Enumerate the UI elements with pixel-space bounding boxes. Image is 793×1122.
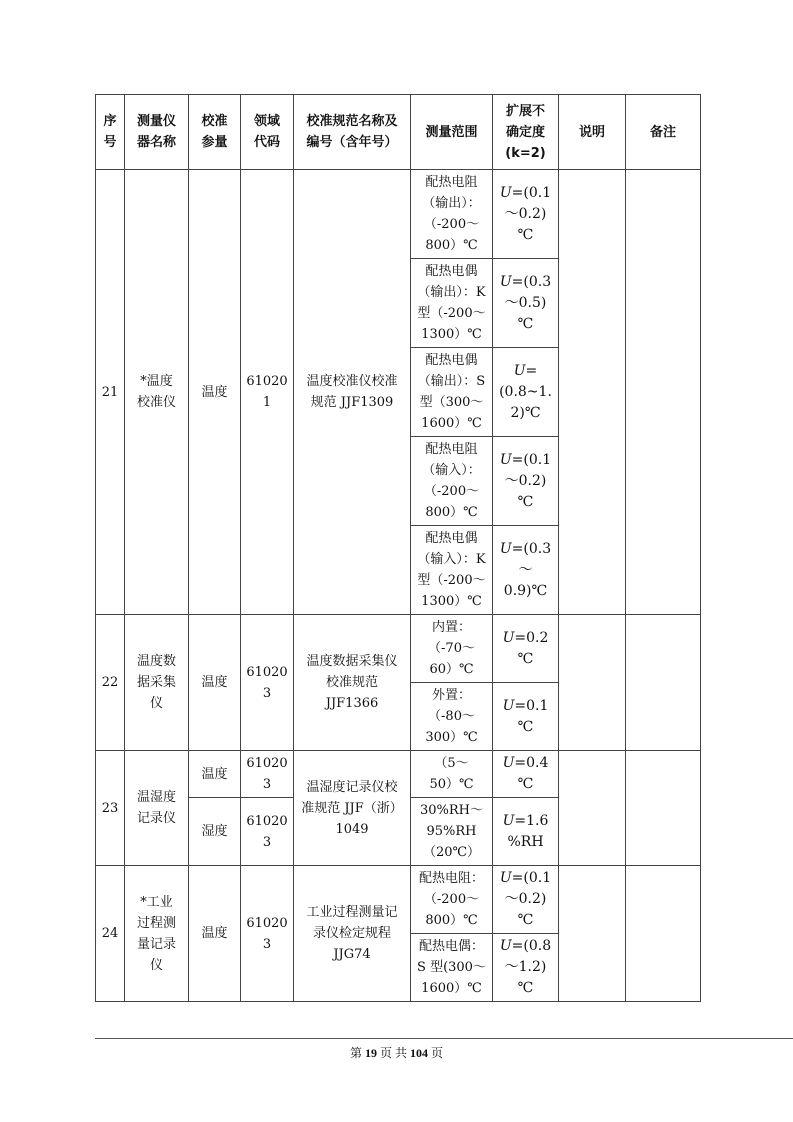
header-line: 校准规范名称及 — [306, 114, 398, 129]
header-code — [241, 95, 294, 170]
uncertainty-line: ～0.2) — [504, 205, 547, 222]
spec-name-line: 温湿度记录仪校 — [306, 779, 398, 795]
uncertainty-cell — [493, 259, 559, 348]
uncertainty-line: =(0.8 — [511, 938, 552, 954]
measurement-range-line: （20℃） — [422, 845, 481, 860]
measurement-range — [411, 615, 493, 683]
measurement-range — [411, 934, 493, 1002]
header-line: 器名称 — [136, 135, 176, 150]
spec-name-line: 准规范 JJF（浙） — [301, 800, 403, 816]
field-code-line: 61020 — [246, 813, 288, 829]
header-line: 领域 — [253, 114, 280, 129]
measurement-range-line: 800）℃ — [425, 913, 478, 928]
uncertainty-cell — [493, 751, 559, 798]
field-code-line: 61020 — [246, 664, 288, 680]
row-index: 21 — [96, 170, 125, 615]
uncertainty-cell — [493, 170, 559, 259]
uncertainty-line: (0.8~1. — [499, 383, 552, 400]
table-body — [96, 170, 701, 1002]
measurement-range — [411, 798, 493, 866]
uncertainty-line: =(0.1 — [511, 870, 552, 886]
table-row — [96, 615, 701, 683]
instrument-name-line: 仪 — [149, 957, 163, 973]
instrument-name-line: *工业 — [140, 894, 173, 910]
footer-prefix: 第 — [349, 1046, 365, 1060]
calibration-table — [95, 94, 701, 1002]
header-line: 测量仪 — [136, 114, 176, 129]
header-remark — [626, 95, 701, 170]
spec-name-line: 规范 JJF1309 — [310, 395, 394, 410]
parameter-cell: 温度 — [189, 751, 241, 798]
instrument-name — [125, 170, 189, 615]
uncertainty-symbol: U — [499, 870, 512, 886]
measurement-range-line: （-200～ — [423, 217, 480, 232]
instrument-name-line: *温度 — [140, 374, 173, 389]
footer-middle: 页 共 — [376, 1046, 410, 1060]
uncertainty-line: =(0.3 — [511, 273, 552, 290]
measurement-range — [411, 526, 493, 615]
instrument-name-line: 温度数 — [136, 654, 176, 669]
uncertainty-line: =(0.1 — [511, 184, 552, 201]
parameter-cell: 温度 — [189, 615, 241, 751]
measurement-range-line: 配热电偶： — [418, 939, 484, 954]
field-code-line: 3 — [262, 777, 272, 792]
measurement-range-line: （-200～ — [423, 892, 480, 907]
instrument-name-line: 记录仪 — [136, 811, 176, 826]
header-range — [411, 95, 493, 170]
footer-rule — [95, 1038, 793, 1039]
row-index: 23 — [96, 751, 125, 866]
parameter-cell: 温度 — [189, 170, 241, 615]
uncertainty-line: ～ — [518, 561, 533, 578]
measurement-range-line: 配热电阻 — [425, 442, 478, 457]
header-line: 测量范围 — [425, 124, 478, 140]
uncertainty-symbol: U — [499, 451, 512, 468]
measurement-range-line: 800）℃ — [425, 238, 478, 253]
uncertainty-line: ℃ — [517, 718, 534, 735]
uncertainty-line: %RH — [507, 833, 544, 850]
field-code-line: 61020 — [246, 374, 288, 389]
measurement-range-line: 内置： — [431, 620, 471, 635]
footer-suffix: 页 — [428, 1046, 444, 1060]
measurement-range-line: 型（-200～ — [417, 573, 486, 588]
measurement-range-line: （输入）： — [422, 463, 481, 478]
measurement-range — [411, 170, 493, 259]
uncertainty-cell — [493, 526, 559, 615]
field-code — [241, 615, 294, 751]
measurement-range-line: 800）℃ — [425, 505, 478, 520]
header-line: 扩展不 — [505, 103, 545, 119]
uncertainty-line: =(0.3 — [511, 540, 552, 557]
uncertainty-cell — [493, 348, 559, 437]
measurement-range-line: 配热电偶 — [425, 531, 478, 546]
header-line: 代码 — [253, 135, 280, 150]
page-footer — [0, 1044, 793, 1061]
uncertainty-cell — [493, 683, 559, 751]
measurement-range-line: 配热电偶 — [425, 264, 478, 279]
measurement-range-line: 配热电阻： — [418, 871, 484, 886]
spec-name-line: 录仪检定规程 — [312, 926, 391, 941]
table-row — [96, 170, 701, 259]
remark-cell — [626, 170, 701, 615]
spec-name-line: 温度数据采集仪 — [306, 654, 398, 669]
uncertainty-line: ℃ — [517, 226, 534, 243]
measurement-range-line: 配热电偶 — [425, 353, 478, 368]
uncertainty-line: ℃ — [517, 776, 534, 792]
instrument-name-line: 据采集 — [136, 675, 176, 690]
uncertainty-symbol: U — [502, 812, 515, 829]
spec-name-line: JJF1366 — [325, 696, 379, 711]
uncertainty-line: ～0.2) — [504, 891, 547, 907]
uncertainty-cell — [493, 615, 559, 683]
spec-name-line: 校准规范 — [325, 675, 378, 690]
page-number: 19 — [364, 1046, 377, 1060]
uncertainty-line: ～0.2) — [504, 472, 547, 489]
spec-name-line: 1049 — [335, 821, 369, 837]
header-line: 备注 — [649, 124, 676, 140]
table-row — [96, 866, 701, 934]
measurement-range — [411, 683, 493, 751]
uncertainty-cell — [493, 798, 559, 866]
note-cell — [559, 866, 626, 1002]
field-code — [241, 170, 294, 615]
field-code-line: 3 — [262, 834, 272, 850]
uncertainty-line: =0.1 — [514, 697, 549, 714]
measurement-range-line: 配热电阻 — [425, 175, 478, 190]
header-row — [96, 95, 701, 170]
measurement-range-line: （输出）： — [422, 196, 481, 211]
uncertainty-line: =(0.1 — [511, 451, 552, 468]
spec-name — [294, 170, 411, 615]
remark-cell — [626, 615, 701, 751]
measurement-range-line: 1300）℃ — [421, 594, 482, 609]
total-pages: 104 — [410, 1046, 428, 1060]
header-line: 参量 — [201, 135, 228, 150]
uncertainty-line: ℃ — [517, 493, 534, 510]
uncertainty-symbol: U — [502, 755, 515, 771]
uncertainty-line: 2)℃ — [510, 404, 541, 421]
measurement-range-line: 60）℃ — [429, 662, 474, 677]
measurement-range-line: 型（-200～ — [417, 306, 486, 321]
spec-name — [294, 866, 411, 1002]
uncertainty-line: ～1.2) — [504, 959, 547, 975]
instrument-name-line: 过程测 — [136, 915, 176, 931]
header-spec — [294, 95, 411, 170]
field-code — [241, 866, 294, 1002]
instrument-name — [125, 751, 189, 866]
instrument-name — [125, 615, 189, 751]
header-line: 说明 — [578, 124, 605, 140]
field-code-line: 61020 — [246, 756, 288, 771]
instrument-name-line: 量记录 — [136, 936, 176, 952]
instrument-name — [125, 866, 189, 1002]
spec-name — [294, 615, 411, 751]
measurement-range-line: 30%RH～ — [419, 803, 484, 818]
field-code — [241, 798, 294, 866]
spec-name-line: JJG74 — [333, 947, 371, 962]
uncertainty-line: ℃ — [517, 650, 534, 667]
uncertainty-line: ℃ — [517, 912, 534, 928]
uncertainty-symbol: U — [499, 184, 512, 201]
row-index: 22 — [96, 615, 125, 751]
uncertainty-symbol: U — [499, 938, 512, 954]
header-line: 确定度 — [505, 124, 545, 140]
instrument-name-line: 校准仪 — [136, 395, 176, 410]
measurement-range — [411, 348, 493, 437]
field-code-line: 61020 — [246, 915, 288, 931]
parameter-cell: 湿度 — [189, 798, 241, 866]
instrument-name-line: 温湿度 — [136, 790, 176, 805]
uncertainty-line: =0.2 — [514, 629, 549, 646]
measurement-range-line: （-200～ — [423, 484, 480, 499]
uncertainty-line: = — [525, 362, 538, 379]
remark-cell — [626, 866, 701, 1002]
header-instrument — [125, 95, 189, 170]
measurement-range — [411, 437, 493, 526]
header-line: (k=2) — [505, 145, 546, 161]
measurement-range-line: 300）℃ — [425, 730, 478, 745]
note-cell — [559, 751, 626, 866]
measurement-range-line: 1600）℃ — [421, 416, 482, 431]
uncertainty-cell — [493, 934, 559, 1002]
header-line: 校准 — [201, 114, 228, 129]
note-cell — [559, 615, 626, 751]
header-parameter — [189, 95, 241, 170]
remark-cell — [626, 751, 701, 866]
spec-name-line: 温度校准仪校准 — [306, 374, 398, 389]
uncertainty-cell — [493, 437, 559, 526]
header-line: 编号（含年号） — [306, 135, 398, 150]
measurement-range-line: 型（300～ — [419, 395, 484, 410]
header-line: 序 — [103, 114, 117, 129]
uncertainty-line: ～0.5) — [504, 294, 547, 311]
uncertainty-line: 0.9)℃ — [503, 582, 548, 599]
note-cell — [559, 170, 626, 615]
header-note — [559, 95, 626, 170]
measurement-range-line: （5～ — [434, 756, 469, 771]
uncertainty-symbol: U — [502, 629, 515, 646]
field-code-line: 3 — [262, 936, 272, 952]
measurement-range-line: （输出）：S — [417, 374, 486, 389]
measurement-range — [411, 259, 493, 348]
header-index — [96, 95, 125, 170]
measurement-range-line: （输出）：K — [417, 285, 486, 300]
measurement-range-line: 1300）℃ — [421, 327, 482, 342]
uncertainty-cell — [493, 866, 559, 934]
parameter-cell: 温度 — [189, 866, 241, 1002]
field-code-line: 3 — [262, 685, 272, 701]
field-code-line: 1 — [262, 395, 272, 410]
header-uncertainty — [493, 95, 559, 170]
measurement-range-line: 1600）℃ — [421, 981, 482, 996]
uncertainty-symbol: U — [502, 697, 515, 714]
uncertainty-symbol: U — [513, 362, 526, 379]
measurement-range-line: 95%RH — [426, 824, 477, 839]
spec-name-line: 工业过程测量记 — [306, 905, 398, 920]
measurement-range-line: （-70～ — [428, 641, 475, 656]
header-line: 号 — [103, 135, 117, 150]
uncertainty-line: ℃ — [517, 980, 534, 996]
measurement-range — [411, 866, 493, 934]
measurement-range-line: S 型(300～ — [417, 960, 486, 975]
field-code — [241, 751, 294, 798]
measurement-range — [411, 751, 493, 798]
uncertainty-line: =0.4 — [514, 755, 549, 771]
uncertainty-line: =1.6 — [514, 812, 549, 829]
measurement-range-line: 外置： — [431, 688, 471, 703]
uncertainty-line: ℃ — [517, 315, 534, 332]
table-row — [96, 751, 701, 798]
measurement-range-line: 50）℃ — [429, 777, 474, 792]
spec-name — [294, 751, 411, 866]
uncertainty-symbol: U — [499, 540, 512, 557]
uncertainty-symbol: U — [499, 273, 512, 290]
measurement-range-line: （-80～ — [428, 709, 475, 724]
instrument-name-line: 仪 — [149, 696, 163, 711]
measurement-range-line: （输入）：K — [417, 552, 486, 567]
row-index: 24 — [96, 866, 125, 1002]
